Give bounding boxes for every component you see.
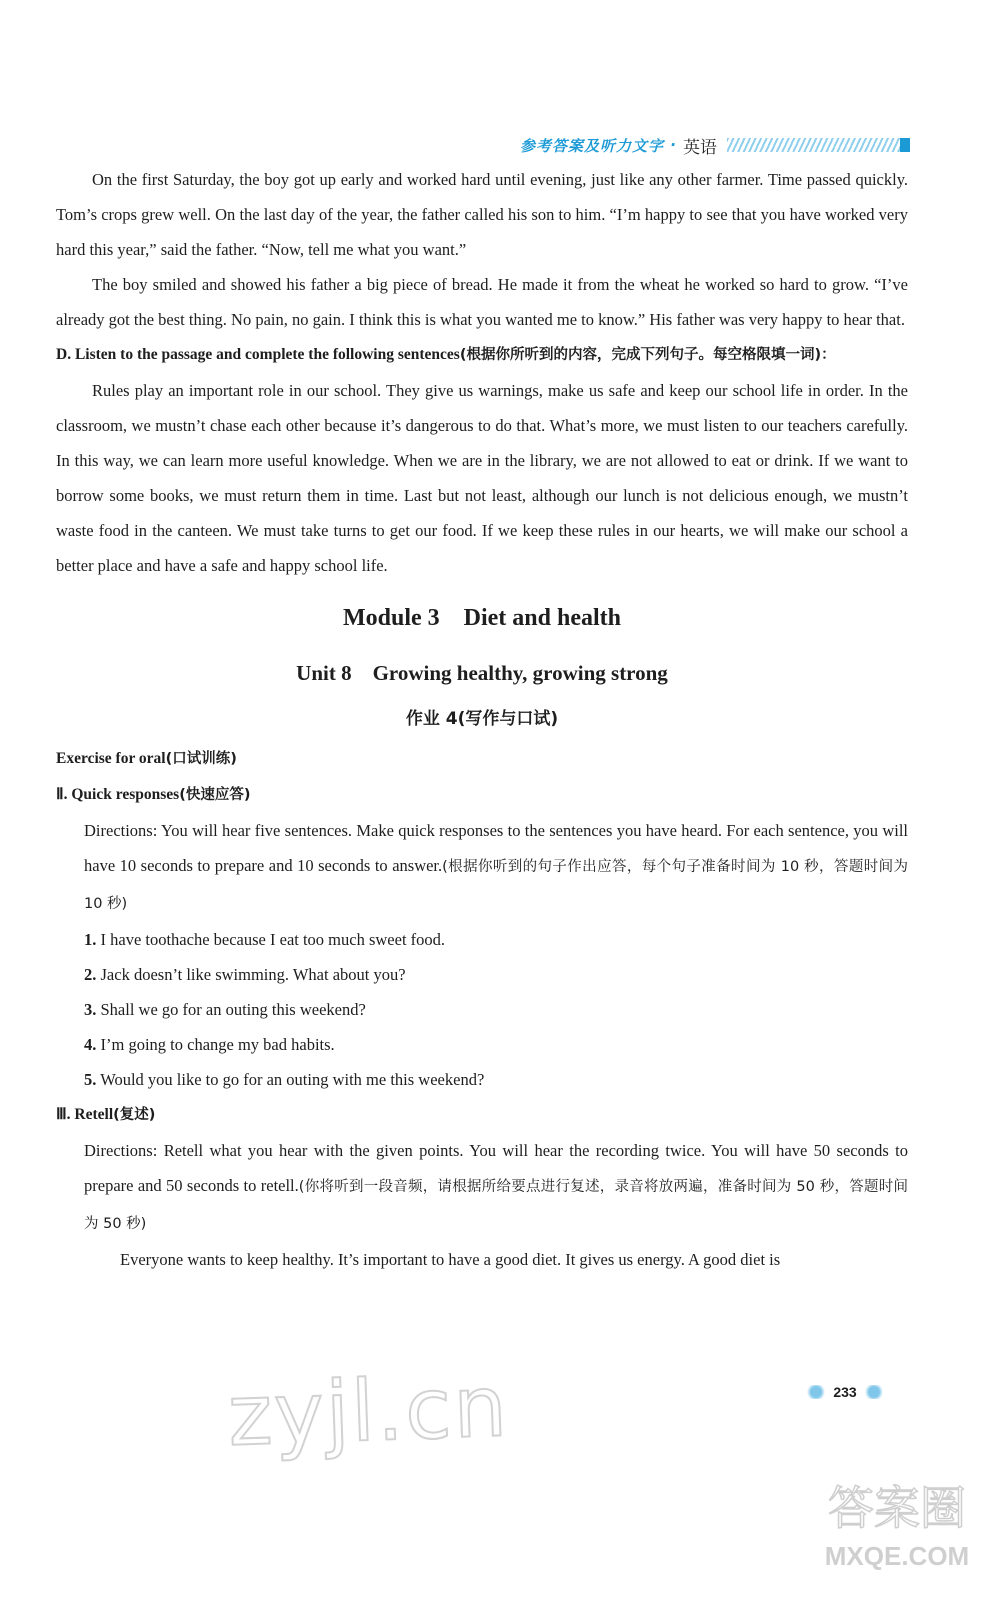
item-text: Would you like to go for an outing with me this weekend?	[100, 1070, 485, 1089]
story-paragraph-1: On the first Saturday, the boy got up early and worked hard until evening, just like any other farmer. Time passed quickly. Tom’s crops grew well. On the last day of the year, the father called his son to him. “I’m happy to see that you have worked very hard this year,” said the father. “Now, tell me what you want.”	[56, 170, 908, 259]
page-number-decoration-icon	[805, 1385, 827, 1399]
quick-responses-heading	[56, 777, 908, 813]
list-item	[84, 992, 908, 1027]
item-text: I have toothache because I eat too much sweet food.	[100, 930, 446, 949]
corner-watermark-logo: 答案圈	[828, 1481, 966, 1535]
section-d-label-cn: (根据你所听到的内容，完成下列句子。每空格限填一词)：	[459, 347, 836, 363]
running-header-title: 参考答案及听力文字	[520, 136, 665, 155]
retell-label-cn: (复述)	[113, 1107, 156, 1123]
retell-label: Ⅲ. Retell	[56, 1106, 114, 1123]
corner-watermark	[812, 1478, 982, 1590]
list-item	[84, 1027, 908, 1062]
section-d-passage: Rules play an important role in our school. They give us warnings, make us safe and keep our school life in order. In the classroom, we mustn’t chase each other because it’s dangerous to do that. What’s more, we must listen to our teachers carefully. In this way, we can learn more useful knowledge. When we are in the library, we are not allowed to eat or drink. If we want to borrow some books, we must return them in time. Last but not least, although our lunch is not delicious enough, we mustn’t waste food in the canteen. We must take turns to get our food. If we keep these rules in our hearts, we will make our school a better place and have a safe and happy school life.	[56, 381, 908, 575]
item-number: 5.	[84, 1070, 97, 1089]
module-title: Module 3 Diet and health	[342, 605, 621, 631]
item-number: 3.	[84, 1000, 97, 1019]
homework-title: 作业 4(写作与口试)	[405, 709, 559, 729]
quick-directions-text: Directions: You will hear five sentences. Make quick responses to the sentences you have heard. For each sentence, you will have 10 seconds to prepare and 10 seconds to answer.	[84, 821, 908, 875]
exercise-label-cn: (口试训练)	[165, 751, 237, 767]
page-number-badge	[800, 1380, 890, 1404]
exercise-heading	[56, 741, 908, 777]
unit-title: Unit 8 Growing healthy, growing strong	[296, 661, 668, 685]
header-decoration	[727, 138, 910, 152]
retell-directions	[84, 1133, 908, 1242]
retell-passage: Everyone wants to keep healthy. It’s important to have a good diet. It gives us energy. A good diet is	[120, 1250, 781, 1269]
quick-label: Ⅱ. Quick responses	[56, 786, 180, 803]
section-d-label: D. Listen to the passage and complete the following sentences	[56, 346, 460, 363]
retell-heading	[56, 1097, 908, 1133]
item-text: Shall we go for an outing this weekend?	[100, 1000, 366, 1019]
header-dot: ·	[664, 136, 677, 154]
list-item	[84, 922, 908, 957]
item-number: 2.	[84, 965, 97, 984]
page-number-decoration-icon	[863, 1385, 885, 1399]
page-number: 233	[833, 1384, 857, 1400]
section-d-heading	[56, 337, 908, 373]
quick-responses-block	[56, 813, 908, 1097]
list-item	[84, 1062, 908, 1097]
story-paragraph-2: The boy smiled and showed his father a big piece of bread. He made it from the wheat he worked so hard to grow. “I’ve already got the best thing. No pain, no gain. I think this is what you wanted me to know.” His father was very happy to hear that.	[56, 275, 908, 329]
retell-directions-cn: (你将听到一段音频，请根据所给要点进行复述，录音将放两遍，准备时间为 50 秒，答题时间为 50 秒)	[84, 1179, 908, 1232]
quick-label-cn: (快速应答)	[179, 787, 251, 803]
exercise-label: Exercise for oral	[56, 750, 166, 767]
item-text: Jack doesn’t like swimming. What about you?	[100, 965, 406, 984]
item-text: I’m going to change my bad habits.	[100, 1035, 335, 1054]
quick-directions	[84, 813, 908, 922]
running-header	[520, 132, 910, 158]
corner-watermark-url: MXQE.COM	[824, 1541, 970, 1571]
retell-block	[56, 1133, 908, 1277]
quick-directions-cn: (根据你听到的句子作出应答，每个句子准备时间为 10 秒，答题时间为 10 秒)	[84, 859, 908, 912]
list-item	[84, 957, 908, 992]
watermark: zyjl.cn	[226, 1357, 511, 1465]
running-header-subject: 英语	[682, 137, 717, 158]
page-content	[56, 162, 908, 1277]
retell-directions-text: Directions: Retell what you hear with the given points. You will hear the recording twice. You will have 50 seconds to prepare and 50 seconds to retell.	[84, 1141, 908, 1195]
item-number: 1.	[84, 930, 97, 949]
item-number: 4.	[84, 1035, 97, 1054]
